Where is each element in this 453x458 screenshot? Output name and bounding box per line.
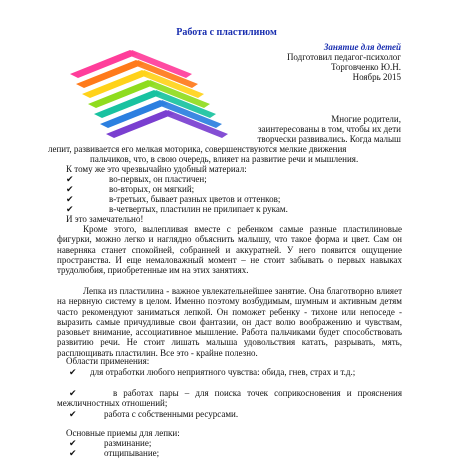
list-item: ✔ отщипывание; [69,448,160,458]
intro-line-4: лепит, развивается его мелкая моторика, совершенствуются мелкие движения [48,144,347,154]
list-item: ✔ для отработки любого неприятного чувства: обида, гнев, страх и т.д.; [69,367,356,377]
check-icon: ✔ [66,194,74,204]
check-icon: ✔ [66,184,74,194]
exclaim-line: И это замечательно! [66,214,144,224]
author-name: Торговченко Ю.Н. [331,62,401,72]
check-icon: ✔ [69,367,91,377]
list-item: ✔ во-первых, он пластичен; [66,174,207,184]
plasticine-sticks-image [66,48,231,140]
techniques-heading: Основные приемы для лепки: [66,428,180,438]
author-line: Подготовил педагог-психолог [286,52,401,62]
intro-line-5: пальчиков, что, в свою очередь, влияет на развитие речи и мышления. [90,154,359,164]
list-item: ✔ во-вторых, он мягкий; [66,184,195,194]
intro-line-6: К тому же это чрезвычайно удобный материал: [66,164,247,174]
subtitle-text: Занятие для детей [323,42,401,52]
intro-line-3: творчески развивались. Когда малыш [257,134,401,144]
list-item: ✔ в-четвертых, пластилин не прилипает к рукам. [66,204,288,214]
check-icon: ✔ [69,448,77,458]
check-icon: ✔ [69,409,77,419]
areas-heading: Области применения: [66,356,150,366]
document-title: Работа с пластилином [176,27,277,38]
intro-line-1: Многие родители, [331,114,401,124]
list-item: ✔ в-третьих, бывает разных цветов и оттенков; [66,194,281,204]
check-icon: ✔ [66,174,74,184]
list-item: ✔ в работах пары – для поиска точек соприкосновения и прояснения межличностных отношений; [57,388,402,409]
paragraph-2: Лепка из пластилина - важное увлекательнейшее занятие. Она благотворно влияет на нервную систему в целом. Именно поэтому возбудимым, шумным и активным детям часто рекомендуют заниматься лепкой. Он поможет ребенку - тихоне или непоседе - выразить самые причудливые свои фантазии, он даст волю воображению и чувствам, разовьет внимание, ассоциативное мышление. Работа пальчиками будет способствовать развитию речи. Не стоит лишать малыша удовольствия катать, разрывать, мять, расплющивать пластилин. Все это - крайне полезно. [57,286,402,358]
document-date: Ноябрь 2015 [352,72,401,82]
check-icon: ✔ [69,388,113,398]
document-subtitle [324,42,401,52]
check-icon: ✔ [69,438,77,448]
list-item: ✔ работа с собственными ресурсами. [69,409,239,419]
list-item: ✔ разминание; [69,438,152,448]
intro-line-2: заинтересованы в том, чтобы их дети [257,124,401,134]
paragraph-1: Кроме этого, вылепливая вместе с ребенком самые разные пластилиновые фигурки, можно легко и наглядно объяснить малышу, что такое форма и цвет. Сам он наверняка станет спокойней, собранней и аккуратней. У него появится ощущение пространства. И еще немаловажный момент – не стоит забывать о первых навыках трудолюбия, приобретенные им на этих занятиях. [57,224,402,276]
check-icon: ✔ [66,204,74,214]
